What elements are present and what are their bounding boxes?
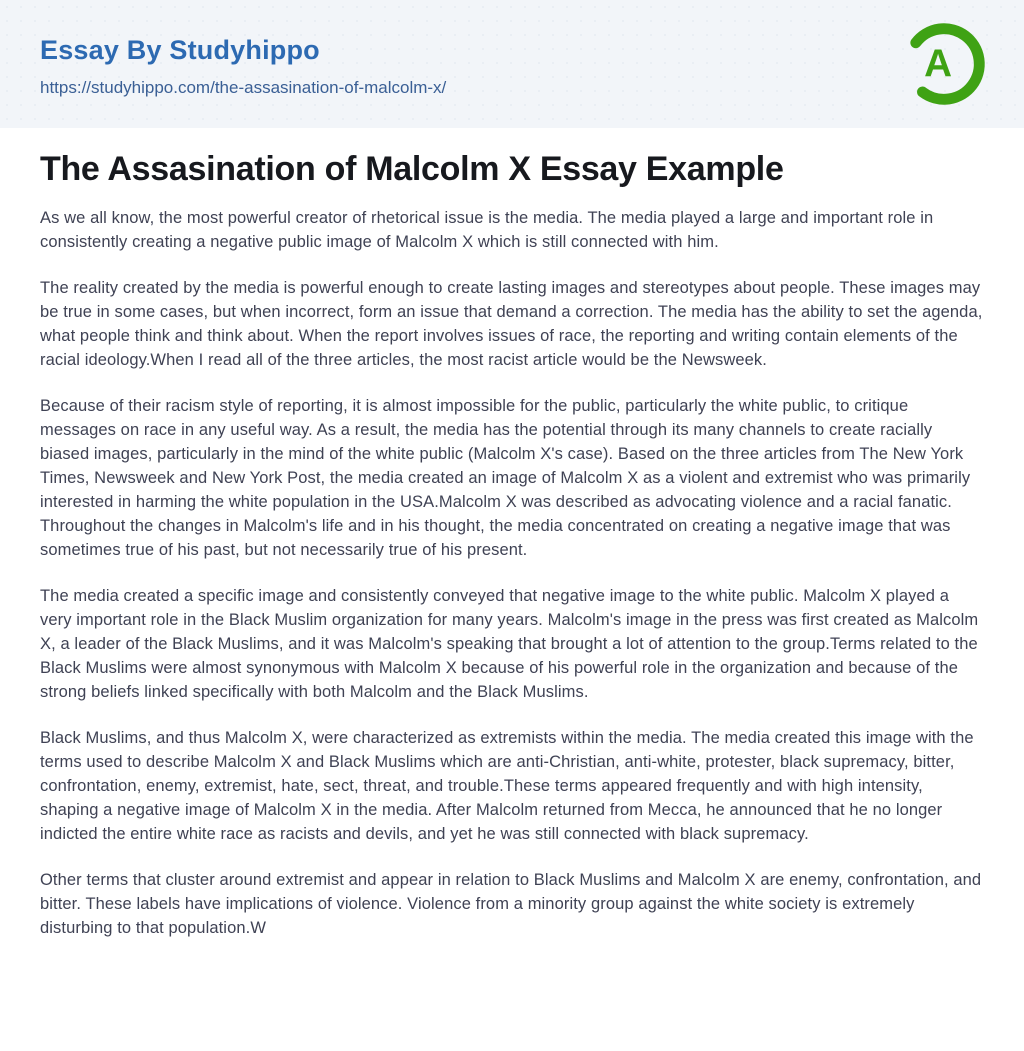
logo-letter: A [924,42,953,86]
essay-paragraph: The media created a specific image and consistently conveyed that negative image to the white public. Malcolm X played a very important role in the Black Muslim organization for many years. Malcolm's image in the press was first created as Malcolm X, a leader of the Black Muslims, and it was Malcolm's speaking that brought a lot of attention to the group.Terms related to the Black Muslims were almost synonymous with Malcolm X because of his powerful role in the organization and because of the strong beliefs linked specifically with both Malcolm and the Black Muslims. [40,586,979,701]
studyhippo-logo [902,22,986,106]
page-url-link[interactable]: https://studyhippo.com/the-assasination-of-malcolm-x/ [40,77,447,97]
essay-paragraph: Black Muslims, and thus Malcolm X, were characterized as extremists within the media. The media created this image with the terms used to describe Malcolm X and Black Muslims which are anti-Christian, anti-white, protester, black supremacy, bitter, confrontation, enemy, extremist, hate, sect, threat, and trouble.These terms appeared frequently and with high intensity, shaping a negative image of Malcolm X in the media. After Malcolm returned from Mecca, he announced that he no longer indicted the entire white race as racists and devils, and yet he was still connected with black supremacy. [40,728,974,843]
logo-arc-icon [902,22,986,106]
essay-article [0,128,1024,940]
page-header [0,0,1024,128]
essay-paragraph: Because of their racism style of reporting, it is almost impossible for the public, particularly the white public, to critique messages on race in any useful way. As a result, the media has the potential through its many channels to create racially biased images, particularly in the mind of the white public (Malcolm X's case). Based on the three articles from The New York Times, Newsweek and New York Post, the media created an image of Malcolm X as a violent and extremist who was primarily interested in harming the white population in the USA.Malcolm X was described as advocating violence and a racial fanatic. Throughout the changes in Malcolm's life and in his thought, the media concentrated on creating a negative image that was sometimes true of his past, but not necessarily true of his present. [40,396,971,559]
header-text-block [40,31,446,98]
essay-paragraph: Other terms that cluster around extremist and appear in relation to Black Muslims and Malcolm X are enemy, confrontation, and bitter. These labels have implications of violence. Violence from a minority group against the white society is extremely disturbing to that population.W [40,870,982,937]
essay-title: The Assasination of Malcolm X Essay Example [40,150,784,188]
essay-paragraph: As we all know, the most powerful creator of rhetorical issue is the media. The media played a large and important role in consistently creating a negative public image of Malcolm X which is still connected with him. [40,208,934,251]
essay-paragraph: The reality created by the media is powerful enough to create lasting images and stereotypes about people. These images may be true in some cases, but when incorrect, form an issue that demand a correction. The media has the ability to set the agenda, what people think and think about. When the report involves issues of race, the reporting and writing contain elements of the racial ideology.When I read all of the three articles, the most racist article would be the Newsweek. [40,278,983,369]
site-title: Essay By Studyhippo [40,34,320,65]
